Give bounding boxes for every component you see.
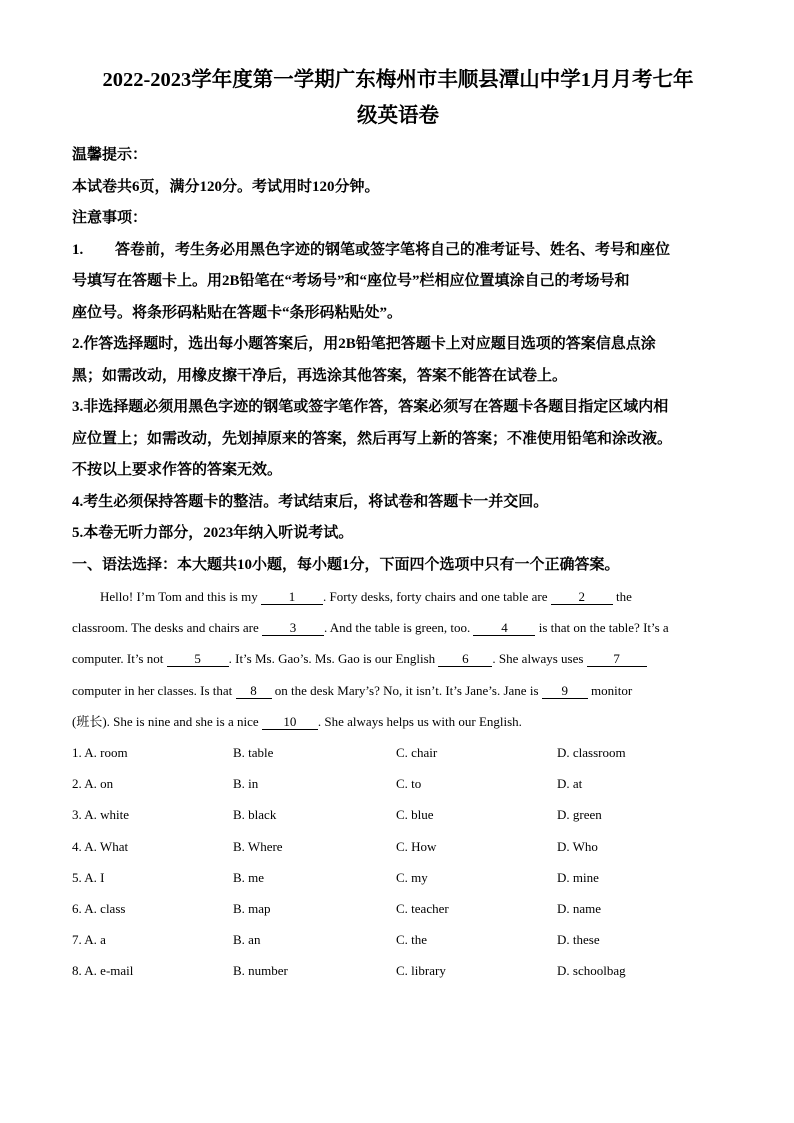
option-d: D. at [557, 776, 583, 792]
cloze-passage [72, 581, 724, 737]
option-a: 7. A. a [72, 932, 106, 948]
option-c: C. library [396, 963, 446, 979]
passage-line-5: (班长). She is nine and she is a nice 10 . She always helps us with our English. [72, 713, 522, 729]
instruction-item-1-line1: 答卷前，考生务必用黑色字迹的钢笔或签字笔将自己的准考证号、姓名、考号和座位 [115, 241, 671, 258]
blank-3: 3 [262, 621, 324, 636]
blank-6: 6 [438, 652, 492, 667]
option-b: B. me [233, 869, 265, 885]
option-a: 8. A. e-mail [72, 963, 134, 979]
option-b: B. map [233, 901, 271, 917]
option-d: D. schoolbag [557, 963, 626, 979]
option-c: C. How [396, 838, 437, 854]
option-c: C. blue [396, 807, 434, 823]
instructions-heading: 注意事项： [72, 210, 148, 226]
question-options-row [72, 831, 724, 862]
instruction-item-2-line2: 黑；如需改动，用橡皮擦干净后，再选涂其他答案，答案不能答在试卷上。 [72, 367, 568, 384]
passage-line-4: computer in her classes. Is that 8 on the desk Mary’s? No, it isn’t. It’s Jane’s. Jane is 9 monitor [72, 682, 633, 698]
option-d: D. Who [557, 838, 598, 854]
question-options-row [72, 737, 724, 768]
instruction-item-3-line2: 应位置上；如需改动，先划掉原来的答案，然后再写上新的答案；不准使用铅笔和涂改液。 [72, 430, 673, 447]
blank-1: 1 [261, 590, 323, 605]
option-c: C. teacher [396, 901, 449, 917]
exam-page [72, 62, 724, 987]
question-options-row [72, 924, 724, 955]
exam-title-line2: 级英语卷 [357, 105, 439, 127]
option-a: 3. A. white [72, 807, 130, 823]
option-d: D. mine [557, 869, 599, 885]
option-b: B. an [233, 932, 261, 948]
instruction-item-1-line3: 座位号。将条形码粘贴在答题卡“条形码粘贴处”。 [72, 304, 403, 321]
passage-line-1: Hello! I’m Tom and this is my 1 . Forty desks, forty chairs and one table are 2 the [100, 589, 632, 604]
option-b: B. Where [233, 838, 283, 854]
option-a: 4. A. What [72, 838, 129, 854]
instruction-item-3-line1: 3.非选择题必须用黑色字迹的钢笔或签字笔作答，答案必须写在答题卡各题目指定区域内相 [72, 399, 669, 415]
passage-line-2: classroom. The desks and chairs are 3 . And the table is green, too. 4 is that on the table? It’s a [72, 620, 669, 636]
option-c: C. to [396, 776, 422, 792]
section-1-heading: 一、语法选择：本大题共10小题，每小题1分，下面四个选项中只有一个正确答案。 [72, 556, 620, 573]
question-options-row [72, 799, 724, 830]
notice-text: 本试卷共6页，满分120分。考试用时120分钟。 [72, 178, 380, 195]
option-b: B. table [233, 745, 274, 761]
option-b: B. number [233, 963, 288, 979]
instruction-item-1-number: 1. [72, 241, 84, 258]
option-b: B. black [233, 807, 277, 823]
question-options-row [72, 955, 724, 986]
option-a: 1. A. room [72, 745, 128, 761]
option-d: D. classroom [557, 745, 626, 761]
blank-5: 5 [167, 652, 229, 667]
instruction-item-2-line1: 2.作答选择题时，选出每小题答案后，用2B铅笔把答题卡上对应题目选项的答案信息点涂 [72, 336, 656, 352]
instruction-item-1-line2: 号填写在答题卡上。用2B铅笔在“考场号”和“座位号”栏相应位置填涂自己的考场号和 [72, 273, 630, 289]
passage-line-3: computer. It’s not 5 . It’s Ms. Gao’s. Ms. Gao is our English 6 . She always uses 7 [72, 643, 724, 674]
blank-4: 4 [473, 621, 535, 636]
question-options-row [72, 893, 724, 924]
instruction-item-5: 5.本卷无听力部分，2023年纳入听说考试。 [72, 525, 354, 541]
exam-title-line1: 2022-2023学年度第一学期广东梅州市丰顺县潭山中学1月月考七年 [102, 69, 694, 91]
question-options-row [72, 862, 724, 893]
question-options-row [72, 768, 724, 799]
option-c: C. chair [396, 745, 438, 761]
option-c: C. the [396, 932, 428, 948]
blank-7: 7 [587, 652, 647, 667]
option-c: C. my [396, 869, 428, 885]
blank-2: 2 [551, 590, 613, 605]
answer-options [72, 737, 724, 987]
blank-10: 10 [262, 715, 318, 730]
option-b: B. in [233, 776, 259, 792]
blank-8: 8 [236, 684, 272, 699]
option-d: D. these [557, 932, 600, 948]
option-a: 5. A. I [72, 869, 105, 885]
instruction-item-3-line3: 不按以上要求作答的答案无效。 [72, 462, 283, 478]
option-a: 6. A. class [72, 901, 126, 917]
notice-label: 温馨提示： [72, 147, 148, 163]
option-a: 2. A. on [72, 776, 114, 792]
instruction-item-4: 4.考生必须保持答题卡的整洁。考试结束后，将试卷和答题卡一并交回。 [72, 493, 549, 510]
option-d: D. name [557, 901, 602, 917]
instruction-item-1 [72, 235, 724, 267]
blank-9: 9 [542, 684, 588, 699]
option-d: D. green [557, 807, 602, 823]
